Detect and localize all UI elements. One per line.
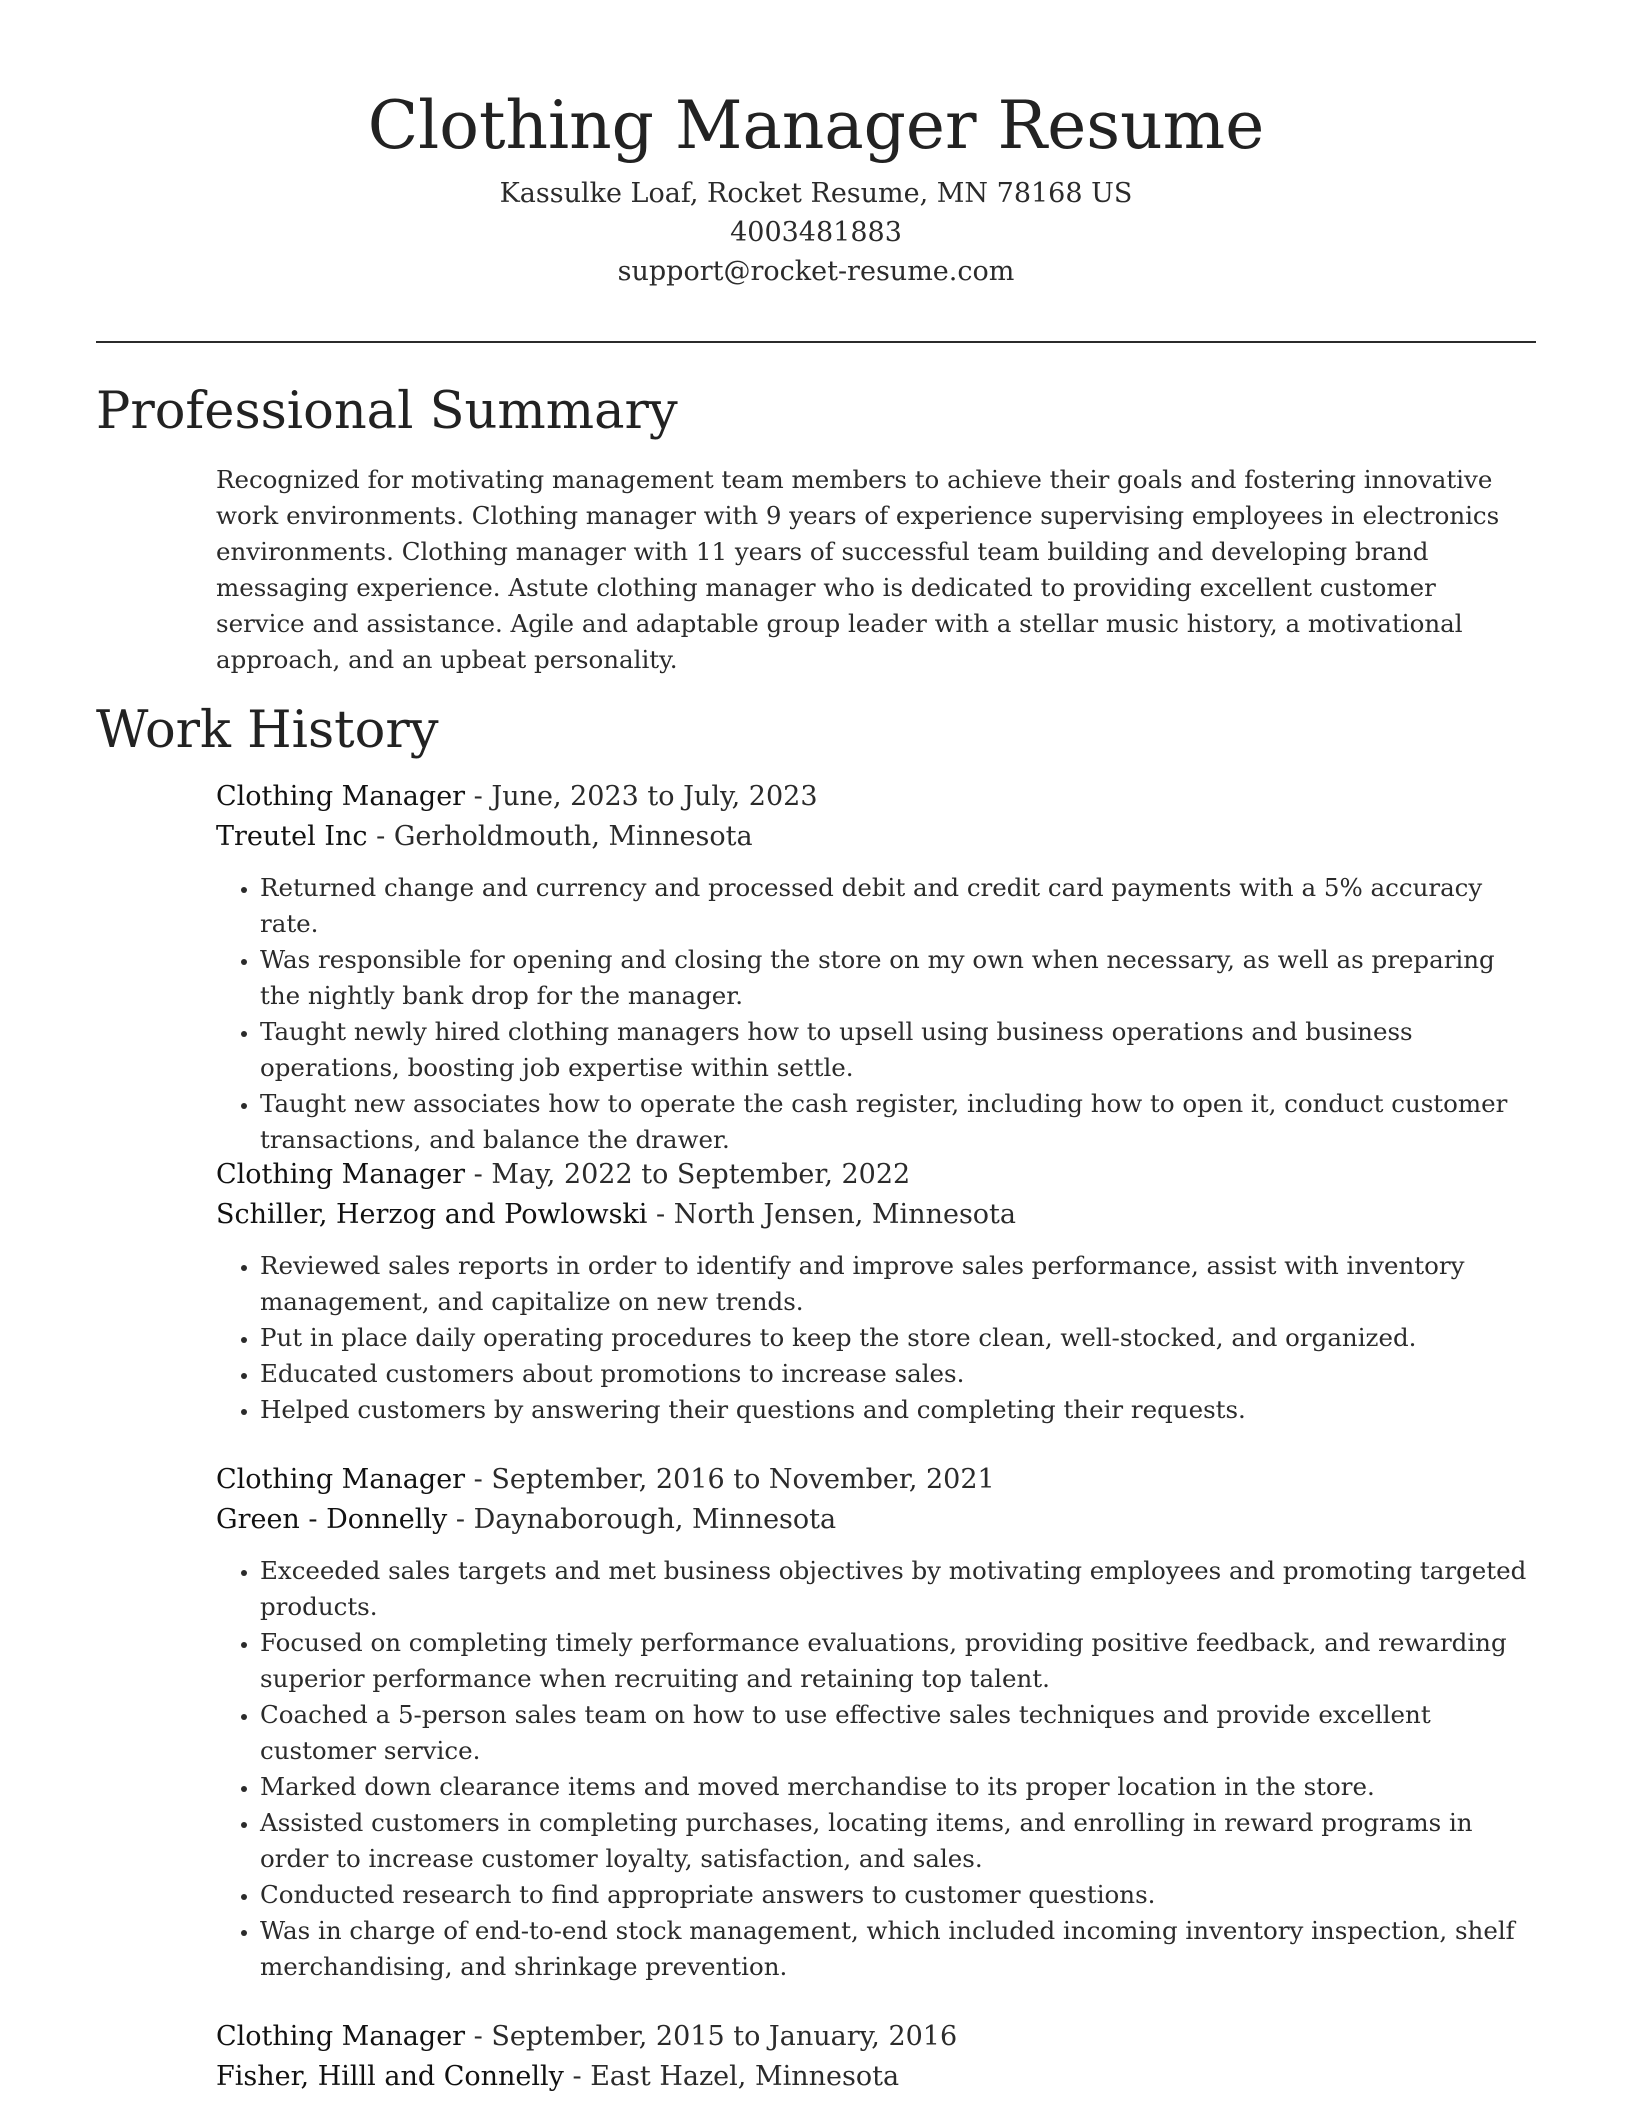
separator: - <box>563 2061 591 2092</box>
contact-email: support@rocket-resume.com <box>617 256 1015 287</box>
job-bullet: • Put in place daily operating procedures to keep the store clean, well-stocked, and organized. <box>260 1320 1536 1356</box>
job-bullet: • Was responsible for opening and closing the store on my own when necessary, as well as preparing the nightly bank drop for the manager. <box>260 942 1536 1014</box>
job-bullet: • Helped customers by answering their questions and completing their requests. <box>260 1392 1536 1428</box>
header-divider <box>96 341 1536 343</box>
job-bullet: • Conducted research to find appropriate answers to customer questions. <box>260 1877 1536 1913</box>
job-company-line <box>216 2057 1536 2097</box>
job-entry <box>216 1155 1536 1428</box>
work-history-heading: Work History <box>96 701 439 760</box>
job-title-line <box>216 777 1536 817</box>
summary-heading: Professional Summary <box>96 382 678 441</box>
job-entry <box>216 1460 1536 1985</box>
separator: - <box>465 1464 492 1495</box>
job-bullet: • Reviewed sales reports in order to identify and improve sales performance, assist with inventory management, and capitalize on new trends. <box>260 1248 1536 1320</box>
job-company: Treutel Inc <box>216 821 368 852</box>
job-bullet: • Assisted customers in completing purchases, locating items, and enrolling in reward programs in order to increase customer loyalty, satisfaction, and sales. <box>260 1805 1536 1877</box>
job-bullet: • Coached a 5-person sales team on how to use effective sales techniques and provide excellent customer service. <box>260 1697 1536 1769</box>
job-company: Fisher, Hilll and Connelly <box>216 2061 564 2092</box>
job-title-line <box>216 1460 1536 1500</box>
resume-header <box>96 78 1536 291</box>
summary-text: Recognized for motivating management team members to achieve their goals and fostering innovative work environments. Clothing manager with 9 years of experience supervising employees in electronics environments. Clothing manager with 11 years of successful team building and developing brand messaging experience. Astute clothing manager who is dedicated to providing excellent customer service and assistance. Agile and adaptable group leader with a stellar music history, a motivational approach, and an upbeat personality. <box>216 465 1500 674</box>
separator: - <box>465 2021 492 2052</box>
job-title: Clothing Manager <box>216 2021 466 2052</box>
contact-phone: 4003481883 <box>730 217 902 248</box>
job-bullet-list <box>216 1248 1536 1428</box>
job-bullet: • Marked down clearance items and moved merchandise to its proper location in the store. <box>260 1769 1536 1805</box>
job-title: Clothing Manager <box>216 1159 466 1190</box>
job-location: East Hazel, Minnesota <box>590 2061 900 2092</box>
job-bullet: • Returned change and currency and processed debit and credit card payments with a 5% accuracy rate. <box>260 870 1536 942</box>
contact-address: Kassulke Loaf, Rocket Resume, MN 78168 US <box>499 178 1133 209</box>
job-entry <box>216 2017 1536 2097</box>
job-company: Schiller, Herzog and Powlowski <box>216 1199 648 1230</box>
job-bullet-list <box>216 1553 1536 1985</box>
job-bullet: • Taught newly hired clothing managers how to upsell using business operations and business operations, boosting job expertise within settle. <box>260 1014 1536 1086</box>
separator: - <box>647 1199 674 1230</box>
job-company-line <box>216 1195 1536 1235</box>
job-location: Gerholdmouth, Minnesota <box>393 821 753 852</box>
job-bullet: • Exceeded sales targets and met business objectives by motivating employees and promoting targeted products. <box>260 1553 1536 1625</box>
separator: - <box>367 821 394 852</box>
job-bullet: • Focused on completing timely performance evaluations, providing positive feedback, and rewarding superior performance when recruiting and retaining top talent. <box>260 1625 1536 1697</box>
job-title: Clothing Manager <box>216 1464 466 1495</box>
job-company: Green - Donnelly <box>216 1504 448 1535</box>
job-bullet-list <box>216 870 1536 1158</box>
resume-title: Clothing Manager Resume <box>367 87 1265 164</box>
job-dates: May, 2022 to September, 2022 <box>491 1159 911 1190</box>
job-location: Daynaborough, Minnesota <box>473 1504 837 1535</box>
job-title-line <box>216 2017 1536 2057</box>
job-entry <box>216 777 1536 1158</box>
job-title-line <box>216 1155 1536 1195</box>
job-company-line <box>216 1500 1536 1540</box>
separator: - <box>465 1159 492 1190</box>
job-location: North Jensen, Minnesota <box>673 1199 1017 1230</box>
job-bullet: • Taught new associates how to operate the cash register, including how to open it, conduct customer transactions, and balance the drawer. <box>260 1086 1536 1158</box>
separator: - <box>447 1504 474 1535</box>
job-bullet: • Educated customers about promotions to increase sales. <box>260 1356 1536 1392</box>
job-dates: June, 2023 to July, 2023 <box>491 781 818 812</box>
job-bullet: • Was in charge of end-to-end stock management, which included incoming inventory inspection, shelf merchandising, and shrinkage prevention. <box>260 1913 1536 1985</box>
separator: - <box>465 781 492 812</box>
job-title: Clothing Manager <box>216 781 466 812</box>
job-dates: September, 2015 to January, 2016 <box>491 2021 958 2052</box>
job-company-line <box>216 817 1536 857</box>
job-dates: September, 2016 to November, 2021 <box>491 1464 995 1495</box>
